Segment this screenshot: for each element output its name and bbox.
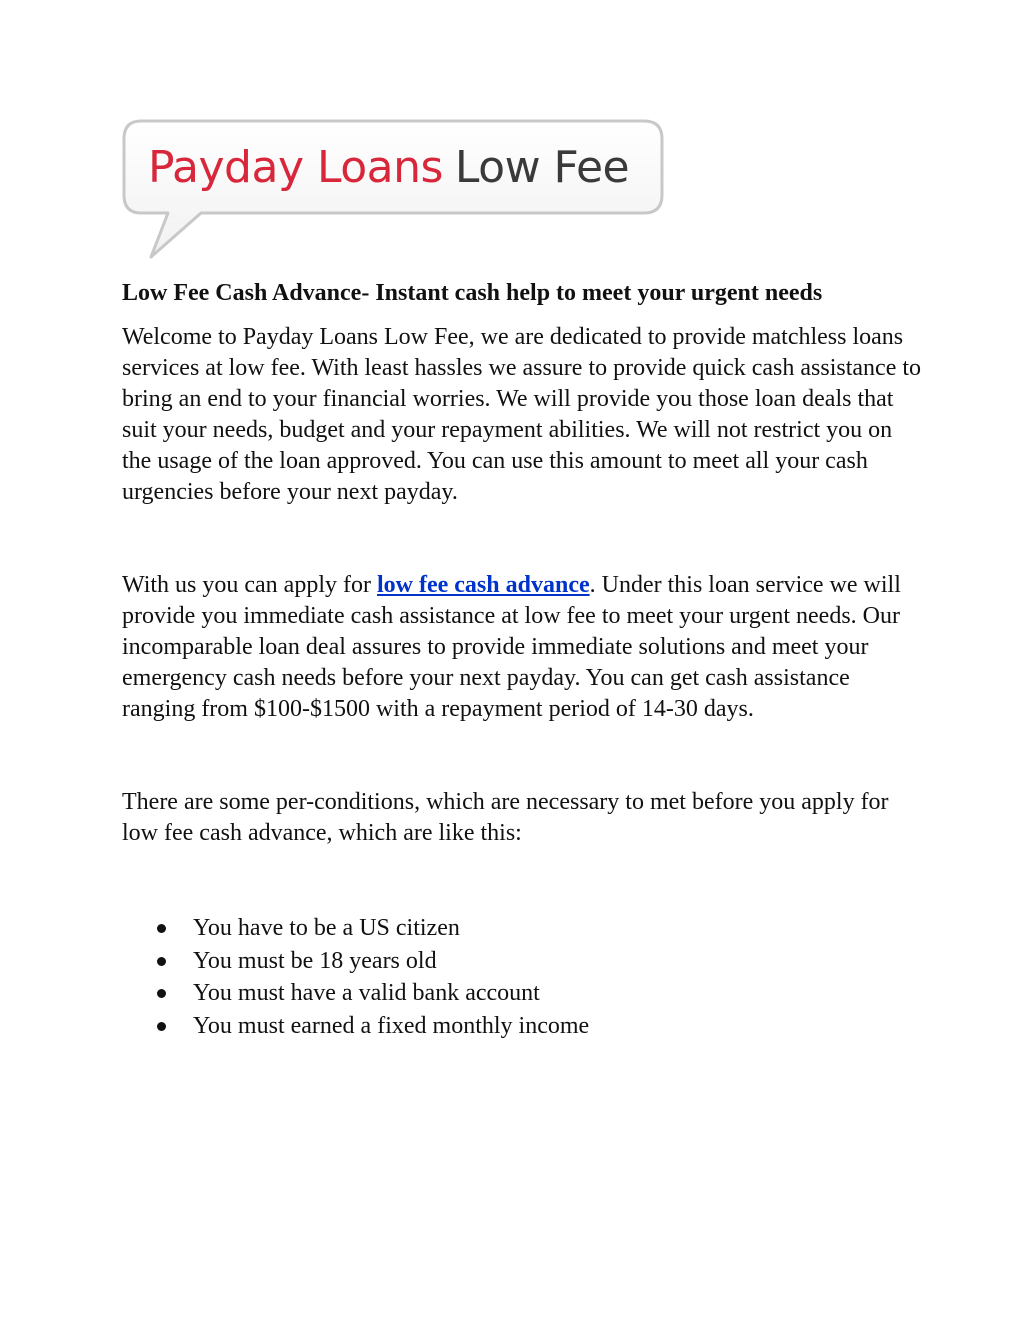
apply-paragraph <box>122 570 922 725</box>
logo-word-payday-loans: Payday Loans <box>148 142 443 193</box>
logo <box>121 118 665 262</box>
low-fee-cash-advance-link[interactable]: low fee cash advance <box>376 572 590 598</box>
page-title: Low Fee Cash Advance- Instant cash help to meet your urgent needs <box>122 280 823 306</box>
conditions-list <box>122 912 922 1043</box>
list-item-text: You have to be a US citizen <box>193 915 460 941</box>
list-item <box>155 1010 922 1043</box>
logo-word-low-fee: Low Fee <box>454 142 630 193</box>
bullet-icon <box>157 957 166 966</box>
svg-text:Payday LoansLow Fee <box>148 142 629 193</box>
list-item-text: You must be 18 years old <box>193 947 437 974</box>
bullet-icon <box>157 989 166 998</box>
list-item-text: You must have a valid bank account <box>193 980 540 1007</box>
apply-paragraph-before: With us you can apply for <box>122 572 377 598</box>
bullet-icon <box>157 1022 166 1031</box>
list-item <box>155 945 922 978</box>
intro-paragraph: Welcome to Payday Loans Low Fee, we are dedicated to provide matchless loans services at low fee. With least hassles we assure to provide quick cash assistance to bring an end to your financial worries. We will provide you those loan deals that suit your needs, budget and your repayment abilities. We will not restrict you on the usage of the loan approved. You can use this amount to meet all your cash urgencies before your next payday. <box>122 324 922 505</box>
bullet-icon <box>157 924 166 933</box>
list-item <box>155 977 922 1010</box>
list-item <box>155 912 922 945</box>
apply-paragraph-after: . Under this loan service we will provide you immediate cash assistance at low fee to meet your urgent needs. Our incomparable loan deal assures to provide immediate solutions and meet your emergency cash needs before your next payday. You can get cash assistance ranging from $100-$1500 with a repayment period of 14-30 days. <box>122 572 901 722</box>
conditions-paragraph: There are some per-conditions, which are necessary to met before you apply for low fee cash advance, which are like this: <box>122 789 889 846</box>
speech-bubble-logo-icon <box>121 118 665 262</box>
list-item-text: You must earned a fixed monthly income <box>193 1013 590 1040</box>
document-body <box>122 278 922 1043</box>
